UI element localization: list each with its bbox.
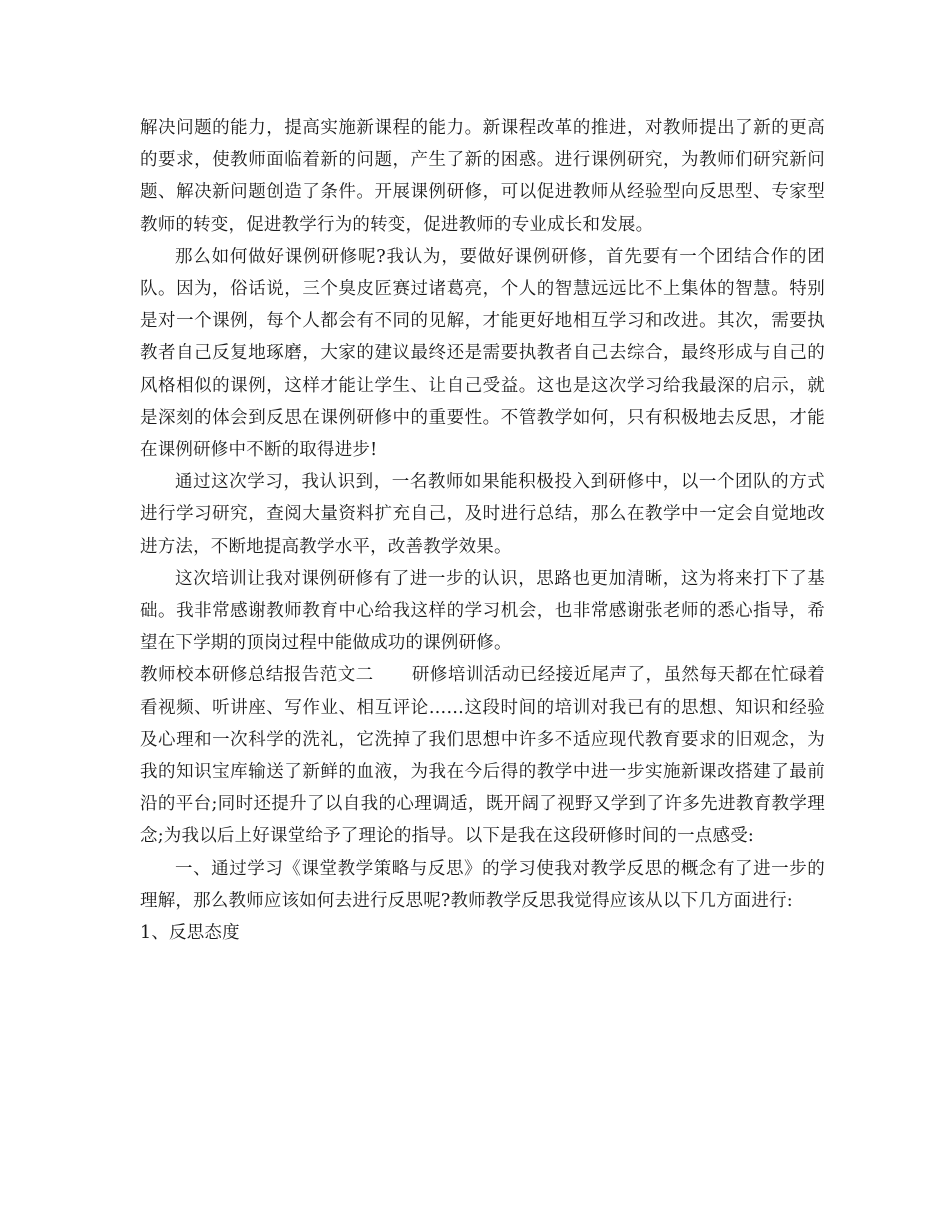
paragraph-4: 这次培训让我对课例研修有了进一步的认识，思路也更加清晰，这为将来打下了基础。我非常感谢教师教育中心给我这样的学习机会，也非常感谢张老师的悉心指导，希望在下学期的顶岗过程中能做成功的课例研修。 [140, 568, 825, 654]
list-item-1: 1、反思态度 [140, 923, 240, 944]
paragraph-2: 那么如何做好课例研修呢?我认为，要做好课例研修，首先要有一个团结合作的团队。因为，俗话说，三个臭皮匠赛过诸葛亮，个人的智慧远远比不上集体的智慧。特别是对一个课例，每个人都会有不同的见解，才能更好地相互学习和改进。其次，需要执教者自己反复地琢磨，大家的建议最终还是需要执教者自己去综合，最终形成与自己的风格相似的课例，这样才能让学生、让自己受益。这也是这次学习给我最深的启示，就是深刻的体会到反思在课例研修中的重要性。不管教学如何，只有积极地去反思，才能在课例研修中不断的取得进步! [140, 246, 825, 461]
paragraph-1: 解决问题的能力，提高实施新课程的能力。新课程改革的推进，对教师提出了新的更高的要求，使教师面临着新的问题，产生了新的困惑。进行课例研究，为教师们研究新问题、解决新问题创造了条件。开展课例研修，可以促进教师从经验型向反思型、专家型教师的转变，促进教学行为的转变，促进教师的专业成长和发展。 [140, 118, 825, 235]
document-body [140, 112, 825, 949]
paragraph-5 [140, 659, 825, 852]
paragraph-6: 一、通过学习《课堂教学策略与反思》的学习使我对教学反思的概念有了进一步的理解，那么教师应该如何去进行反思呢?教师教学反思我觉得应该从以下几方面进行: [140, 858, 825, 911]
paragraph-3: 通过这次学习，我认识到，一名教师如果能积极投入到研修中，以一个团队的方式进行学习研究，查阅大量资料扩充自己，及时进行总结，那么在教学中一定会自觉地改进方法，不断地提高教学水平，改善教学效果。 [140, 472, 825, 557]
paragraph-5-text: 研修培训活动已经接近尾声了，虽然每天都在忙碌着看视频、听讲座、写作业、相互评论……这段时间的培训对我已有的思想、知识和经验及心理和一次科学的洗礼，它洗掉了我们思想中许多不适应现代教育要求的旧观念，为我的知识宝库输送了新鲜的血液，为我在今后得的教学中进一步实施新课改搭建了最前沿的平台;同时还提升了以自我的心理调适，既开阔了视野又学到了许多先进教育教学理念;为我以后上好课堂给予了理论的指导。以下是我在这段研修时间的一点感受: [140, 665, 825, 847]
section-title: 教师校本研修总结报告范文二 [140, 665, 374, 686]
